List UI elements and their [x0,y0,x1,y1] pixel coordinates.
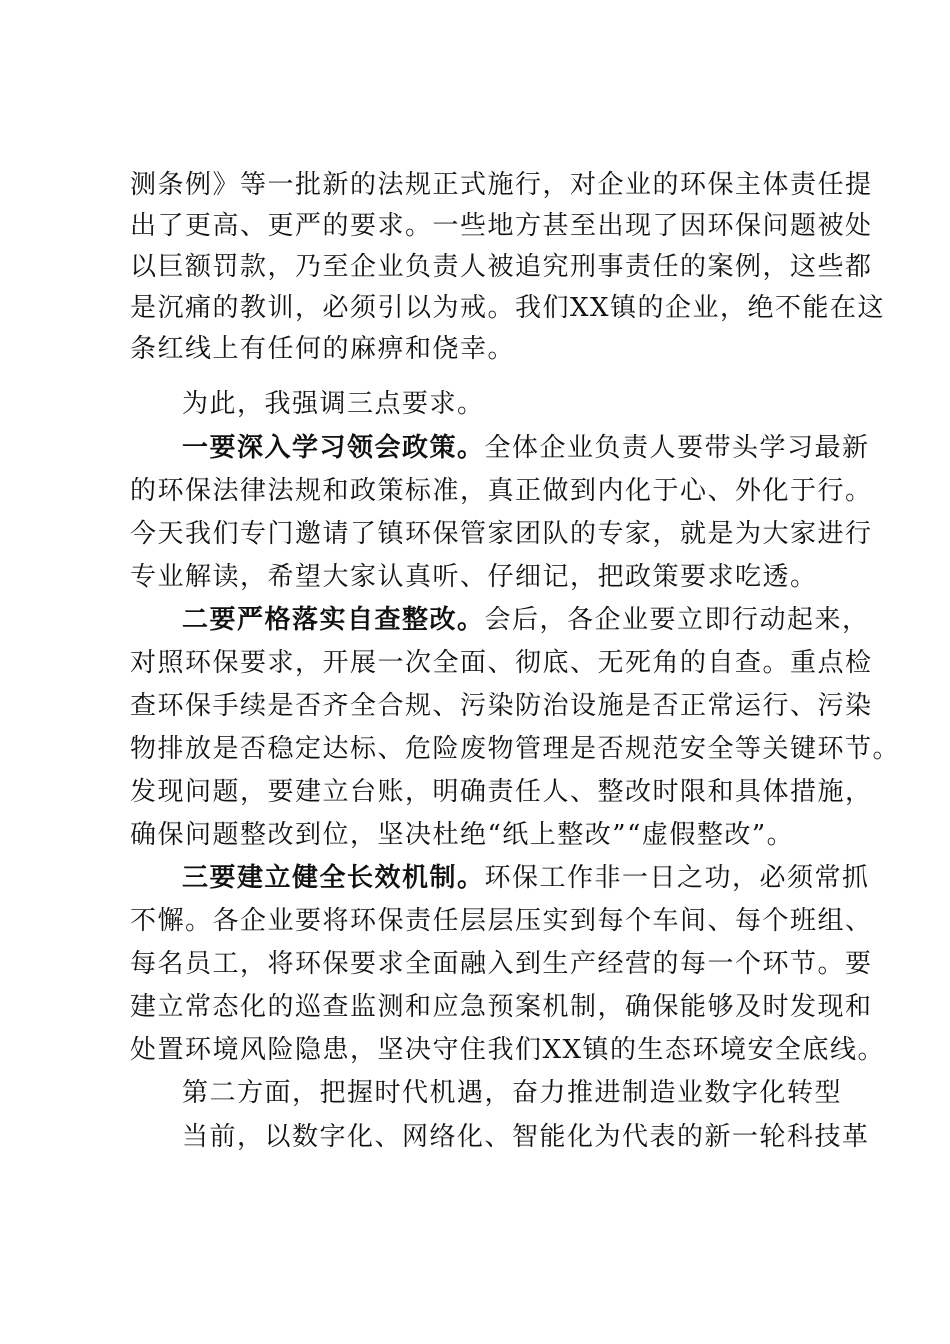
text-line: 物排放是否稳定达标、危险废物管理是否规范安全等关键环节。 [130,734,901,764]
text-line: 查环保手续是否齐全合规、污染防治设施是否正常运行、污染 [130,691,873,721]
text-line: 专业解读，希望大家认真听、仔细记，把政策要求吃透。 [130,562,818,592]
text-line: 测条例》等一批新的法规正式施行，对企业的环保主体责任提 [130,170,873,200]
text-line: 发现问题，要建立台账，明确责任人、整改时限和具体措施， [130,777,873,807]
text-line: 处置环境风险隐患，坚决守住我们XX镇的生态环境安全底线。 [130,1035,886,1065]
text-line: 当前，以数字化、网络化、智能化为代表的新一轮科技革 [182,1122,870,1152]
text-line: 为此，我强调三点要求。 [182,389,485,419]
requirement-2-line [182,600,870,640]
text-line: 不懈。各企业要将环保责任层层压实到每个车间、每个班组、 [130,906,873,936]
requirement-2-heading: 二要严格落实自查整改。 [182,605,485,635]
requirement-1-heading: 一要深入学习领会政策。 [182,433,485,463]
requirement-3-heading: 三要建立健全长效机制。 [182,863,485,893]
text-line: 以巨额罚款，乃至企业负责人被追究刑事责任的案例，这些都 [130,252,873,282]
text-line: 出了更高、更严的要求。一些地方甚至出现了因环保问题被处 [130,211,873,241]
requirement-2-text: 会后，各企业要立即行动起来， [484,605,870,635]
requirement-1-text: 全体企业负责人要带头学习最新 [484,433,870,463]
text-line: 条红线上有任何的麻痹和侥幸。 [130,334,516,364]
requirement-3-text: 环保工作非一日之功，必须常抓 [484,863,870,893]
text-line: 是沉痛的教训，必须引以为戒。我们XX镇的企业，绝不能在这 [130,293,886,323]
text-line: 今天我们专门邀请了镇环保管家团队的专家，就是为大家进行 [130,519,873,549]
section-heading: 第二方面，把握时代机遇，奋力推进制造业数字化转型 [182,1078,843,1108]
text-line: 对照环保要求，开展一次全面、彻底、无死角的自查。重点检 [130,648,873,678]
text-line: 每名员工，将环保要求全面融入到生产经营的每一个环节。要 [130,949,873,979]
requirement-1-line [182,428,870,468]
text-line: 确保问题整改到位，坚决杜绝“纸上整改”“虚假整改”。 [130,820,795,850]
requirement-3-line [182,858,870,898]
text-line: 建立常态化的巡查监测和应急预案机制，确保能够及时发现和 [130,992,873,1022]
text-line: 的环保法律法规和政策标准，真正做到内化于心、外化于行。 [130,476,873,506]
